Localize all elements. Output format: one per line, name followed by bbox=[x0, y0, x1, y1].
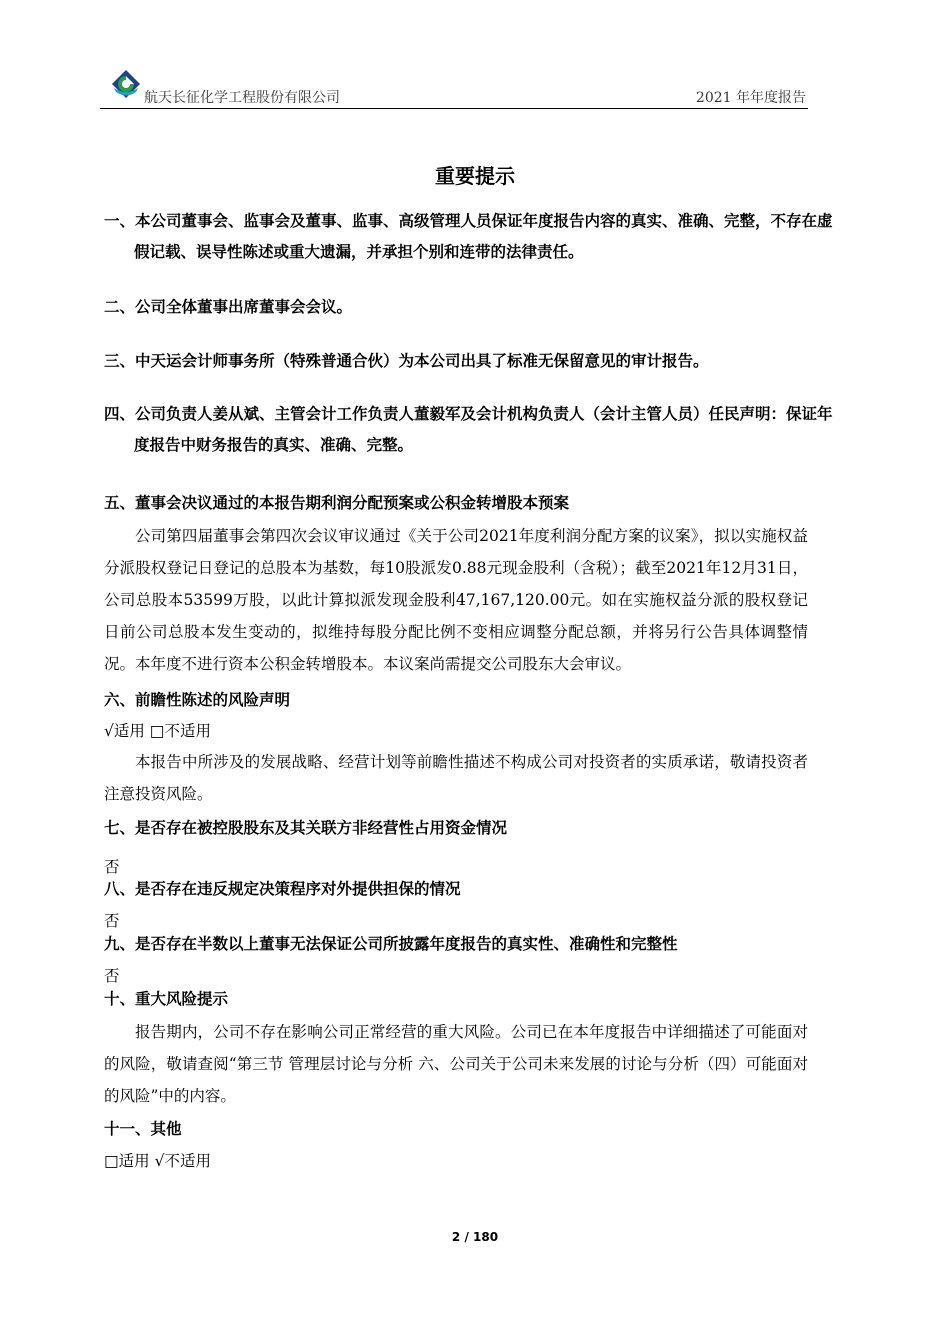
item-6-applicability: √适用 □不适用 bbox=[104, 722, 211, 740]
page-title: 重要提示 bbox=[435, 164, 515, 188]
item-8-heading: 八、是否存在违反规定决策程序对外提供担保的情况 bbox=[104, 880, 461, 898]
item-6-heading: 六、前瞻性陈述的风险声明 bbox=[104, 691, 291, 709]
page-header bbox=[100, 66, 808, 109]
item-9-answer: 否 bbox=[104, 967, 120, 985]
item-7-answer: 否 bbox=[104, 858, 120, 876]
item-3: 三、中天运会计师事务所（特殊普通合伙）为本公司出具了标准无保留意见的审计报告。 bbox=[104, 352, 709, 370]
item-10-body: 报告期内，公司不存在影响公司正常经营的重大风险。公司已在本年度报告中详细描述了可能面对的风险，敬请查阅“第三节 管理层讨论与分析 六、公司关于公司未来发展的讨论与分析（四）可能面对的风险”中的内容。 bbox=[104, 1023, 808, 1105]
item-9-heading: 九、是否存在半数以上董事无法保证公司所披露年度报告的真实性、准确性和完整性 bbox=[104, 935, 678, 953]
item-11-applicability: □适用 √不适用 bbox=[104, 1152, 211, 1170]
item-7-heading: 七、是否存在被控股股东及其关联方非经营性占用资金情况 bbox=[104, 819, 508, 837]
report-year-label: 2021 年年度报告 bbox=[695, 90, 806, 106]
item-4: 四、公司负责人姜从斌、主管会计工作负责人董毅军及会计机构负责人（会计主管人员）任民声明：保证年度报告中财务报告的真实、准确、完整。 bbox=[104, 405, 833, 454]
item-2: 二、公司全体董事出席董事会会议。 bbox=[104, 298, 353, 316]
item-5-heading: 五、董事会决议通过的本报告期利润分配预案或公积金转增股本预案 bbox=[104, 494, 570, 512]
company-name: 航天长征化学工程股份有限公司 bbox=[144, 90, 340, 106]
item-10-heading: 十、重大风险提示 bbox=[104, 990, 229, 1008]
item-11-heading: 十一、其他 bbox=[104, 1120, 182, 1138]
item-6-body: 本报告中所涉及的发展战略、经营计划等前瞻性描述不构成公司对投资者的实质承诺，敬请投资者注意投资风险。 bbox=[104, 753, 808, 803]
item-8-answer: 否 bbox=[104, 912, 120, 930]
item-5-body: 公司第四届董事会第四次会议审议通过《关于公司2021年度利润分配方案的议案》，拟以实施权益分派股权登记日登记的总股本为基数，每10股派发0.88元现金股利（含税）；截至2021年12月31日，公司总股本53599万股，以此计算拟派发现金股利47,167,120.00元。如在实施权益分派的股权登记日前公司总股本发生变动的，拟维持每股分配比例不变相应调整分配总额，并将另行公告具体调整情况。本年度不进行资本公积金转增股本。本议案尚需提交公司股东大会审议。 bbox=[104, 527, 808, 673]
item-1: 一、本公司董事会、监事会及董事、监事、高级管理人员保证年度报告内容的真实、准确、完整，不存在虚假记载、误导性陈述或重大遗漏，并承担个别和连带的法律责任。 bbox=[104, 212, 833, 261]
company-logo-icon bbox=[108, 66, 144, 102]
page-number: 2 / 180 bbox=[451, 1230, 499, 1244]
